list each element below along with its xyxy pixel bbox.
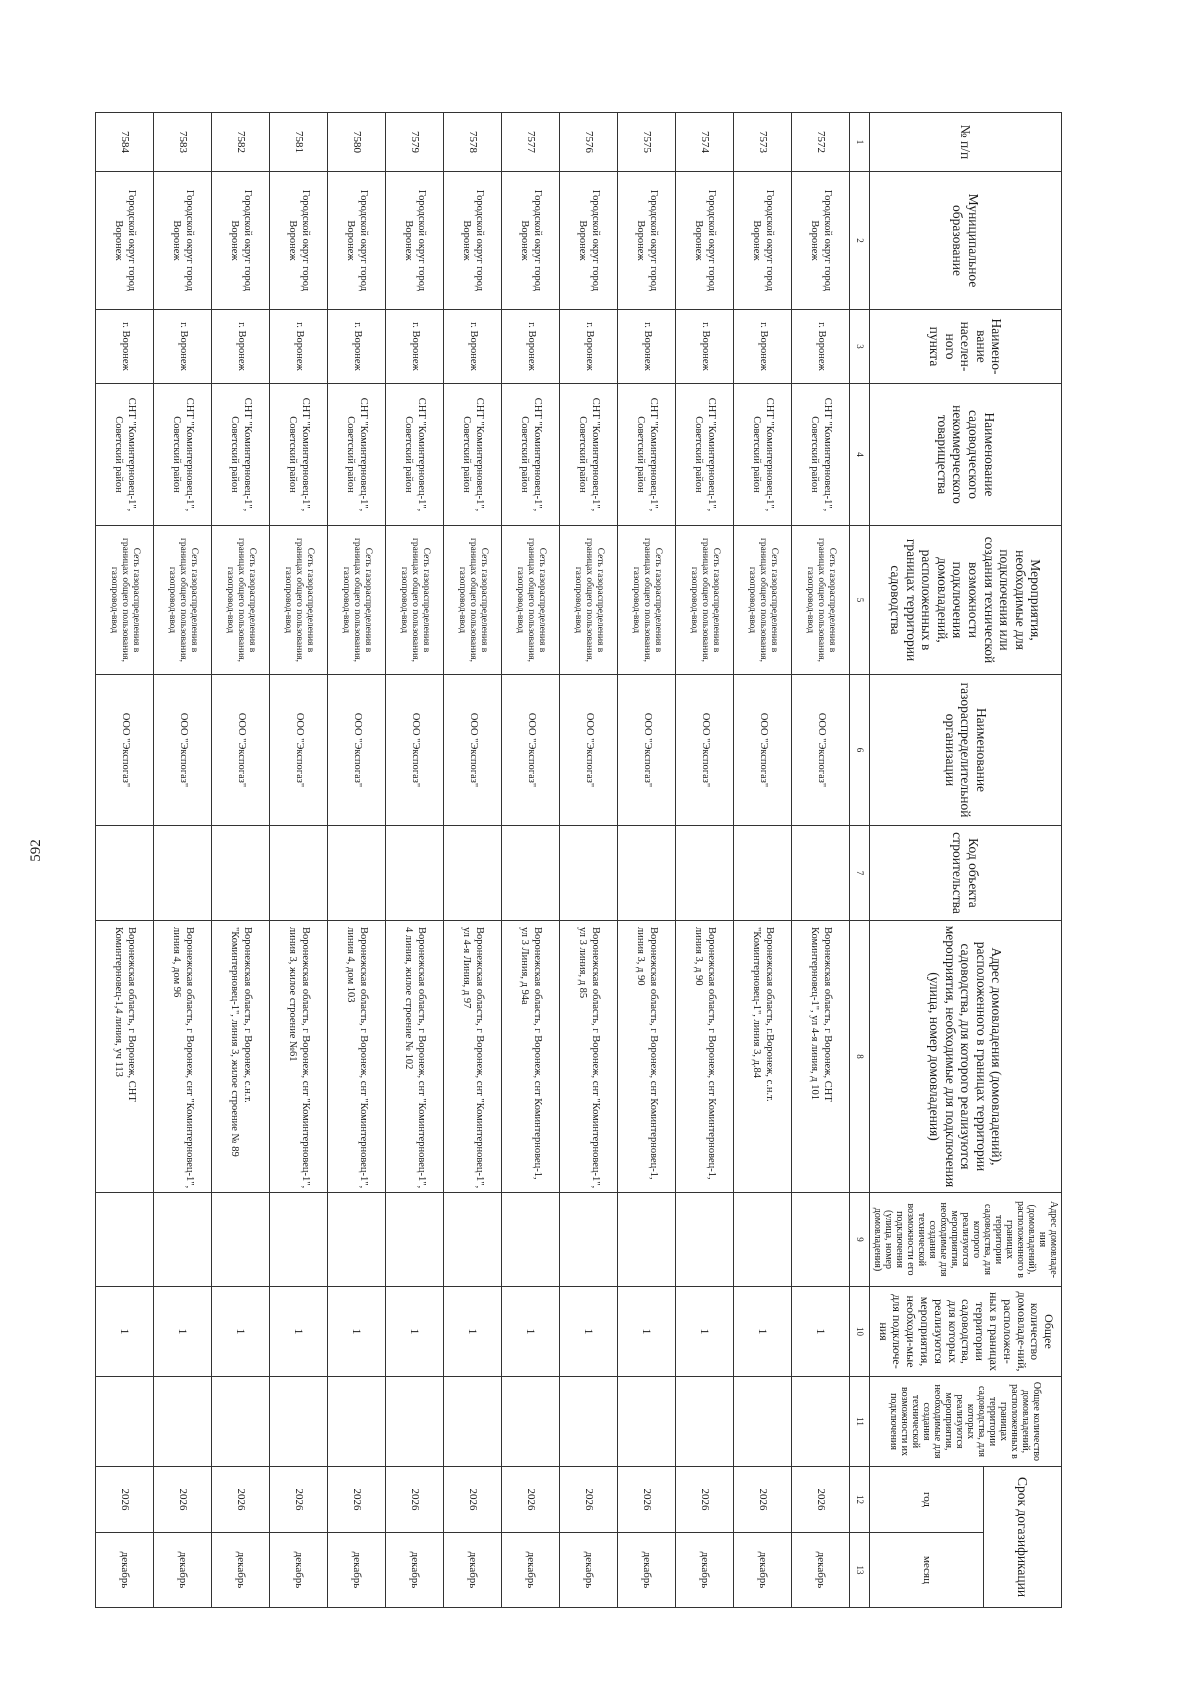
address-technical-cell xyxy=(444,1193,502,1287)
count-connection-cell: 1 xyxy=(734,1287,792,1377)
month-cell: декабрь xyxy=(560,1533,618,1608)
header-total-technical: Общее количество домовладений, расположенных в границах территории садоводства, для которых реализуются мероприятия, необходимые для создания технической возможности их подключения xyxy=(870,1377,1062,1467)
partnership-cell: СНТ "Коминтерновец-1", Советский район xyxy=(560,384,618,526)
gas-org-cell: ООО "Экспогаз" xyxy=(386,675,444,826)
address-cell: Воронежская область, г.Воронеж, с.н.т. "Коминтерновец-1", линия 3, д.84 xyxy=(734,921,792,1193)
table-row xyxy=(502,113,560,1608)
year-cell: 2026 xyxy=(328,1467,386,1533)
count-connection-cell: 1 xyxy=(154,1287,212,1377)
settlement-cell: г. Воронеж xyxy=(676,310,734,384)
measure-cell: Сеть газораспределения в границах общего пользования, газопровод-ввод xyxy=(270,526,328,675)
address-cell: Воронежская область, г Воронеж, с.н.т. "Коминтерновец-1", линия 3, жилое строение № 89 xyxy=(212,921,270,1193)
header-address: Адрес домовладения (домовладений), расположенного в границах территории садоводства, для которого реализуются мероприятия, необходимые для подключения (улица, номер домовладения) xyxy=(870,921,1062,1193)
year-cell: 2026 xyxy=(96,1467,154,1533)
settlement-cell: г. Воронеж xyxy=(154,310,212,384)
row-number-cell: 7580 xyxy=(328,113,386,172)
rotated-table-container xyxy=(82,112,1062,1607)
column-number: 11 xyxy=(850,1377,870,1467)
column-number: 8 xyxy=(850,921,870,1193)
table-row xyxy=(386,113,444,1608)
count-connection-cell: 1 xyxy=(386,1287,444,1377)
count-technical-cell xyxy=(734,1377,792,1467)
table-row xyxy=(560,113,618,1608)
month-cell: декабрь xyxy=(154,1533,212,1608)
address-technical-cell xyxy=(270,1193,328,1287)
header-settlement: Наимено-вание населен-ного пункта xyxy=(870,310,1062,384)
count-technical-cell xyxy=(502,1377,560,1467)
row-number-cell: 7579 xyxy=(386,113,444,172)
object-code-cell xyxy=(212,826,270,921)
address-technical-cell xyxy=(792,1193,850,1287)
count-technical-cell xyxy=(154,1377,212,1467)
year-cell: 2026 xyxy=(618,1467,676,1533)
address-technical-cell xyxy=(560,1193,618,1287)
address-cell: Воронежская область, г Воронеж, снт "Коминтерновец-1", 4 линия, жилое строение № 102 xyxy=(386,921,444,1193)
month-cell: декабрь xyxy=(386,1533,444,1608)
header-num: № п/п xyxy=(870,113,1062,172)
page-number: 592 xyxy=(27,838,44,862)
address-cell: Воронежская область, г Воронеж, СНТ Коминтерновец-1,4 линия, уч 113 xyxy=(96,921,154,1193)
address-cell: Воронежская область, г Воронеж, снт "Коминтерновец-1", линия 3, жилое строение №61 xyxy=(270,921,328,1193)
count-technical-cell xyxy=(386,1377,444,1467)
table-row xyxy=(444,113,502,1608)
settlement-cell: г. Воронеж xyxy=(618,310,676,384)
table-row xyxy=(154,113,212,1608)
gas-org-cell: ООО "Экспогаз" xyxy=(502,675,560,826)
partnership-cell: СНТ "Коминтерновец-1", Советский район xyxy=(328,384,386,526)
measure-cell: Сеть газораспределения в границах общего пользования, газопровод-ввод xyxy=(502,526,560,675)
gas-org-cell: ООО "Экспогаз" xyxy=(154,675,212,826)
object-code-cell xyxy=(270,826,328,921)
settlement-cell: г. Воронеж xyxy=(502,310,560,384)
measure-cell: Сеть газораспределения в границах общего пользования, газопровод-ввод xyxy=(444,526,502,675)
address-cell: Воронежская область, г Воронеж, снт Коминтерновец-1, линия 3, д 90 xyxy=(676,921,734,1193)
count-technical-cell xyxy=(618,1377,676,1467)
object-code-cell xyxy=(676,826,734,921)
column-number: 12 xyxy=(850,1467,870,1533)
measure-cell: Сеть газораспределения в границах общего пользования, газопровод-ввод xyxy=(792,526,850,675)
year-cell: 2026 xyxy=(676,1467,734,1533)
partnership-cell: СНТ "Коминтерновец-1", Советский район xyxy=(270,384,328,526)
measure-cell: Сеть газораспределения в границах общего пользования, газопровод-ввод xyxy=(96,526,154,675)
header-gas-org: Наименование газораспределительной организации xyxy=(870,675,1062,826)
row-number-cell: 7581 xyxy=(270,113,328,172)
month-cell: декабрь xyxy=(792,1533,850,1608)
gas-org-cell: ООО "Экспогаз" xyxy=(676,675,734,826)
object-code-cell xyxy=(618,826,676,921)
gas-org-cell: ООО "Экспогаз" xyxy=(444,675,502,826)
count-connection-cell: 1 xyxy=(618,1287,676,1377)
object-code-cell xyxy=(502,826,560,921)
settlement-cell: г. Воронеж xyxy=(734,310,792,384)
object-code-cell xyxy=(734,826,792,921)
table-row xyxy=(792,113,850,1608)
measure-cell: Сеть газораспределения в границах общего пользования, газопровод-ввод xyxy=(328,526,386,675)
address-cell: Воронежская область, г Воронеж, снт Коминтерновец-1, линия 3, д 90 xyxy=(618,921,676,1193)
partnership-cell: СНТ "Коминтерновец-1", Советский район xyxy=(386,384,444,526)
table-row xyxy=(328,113,386,1608)
address-technical-cell xyxy=(96,1193,154,1287)
count-technical-cell xyxy=(676,1377,734,1467)
column-number: 13 xyxy=(850,1533,870,1608)
row-number-cell: 7572 xyxy=(792,113,850,172)
row-number-cell: 7573 xyxy=(734,113,792,172)
address-technical-cell xyxy=(734,1193,792,1287)
municipality-cell: Городской округ город Воронеж xyxy=(734,172,792,310)
row-number-cell: 7578 xyxy=(444,113,502,172)
measure-cell: Сеть газораспределения в границах общего пользования, газопровод-ввод xyxy=(154,526,212,675)
gas-org-cell: ООО "Экспогаз" xyxy=(792,675,850,826)
row-number-cell: 7576 xyxy=(560,113,618,172)
municipality-cell: Городской округ город Воронеж xyxy=(502,172,560,310)
gas-org-cell: ООО "Экспогаз" xyxy=(328,675,386,826)
count-technical-cell xyxy=(96,1377,154,1467)
object-code-cell xyxy=(560,826,618,921)
gasification-table xyxy=(95,112,1062,1608)
year-cell: 2026 xyxy=(270,1467,328,1533)
month-cell: декабрь xyxy=(270,1533,328,1608)
year-cell: 2026 xyxy=(734,1467,792,1533)
partnership-cell: СНТ "Коминтерновец-1", Советский район xyxy=(792,384,850,526)
year-cell: 2026 xyxy=(792,1467,850,1533)
table-row xyxy=(212,113,270,1608)
count-technical-cell xyxy=(792,1377,850,1467)
partnership-cell: СНТ "Коминтерновец-1", Советский район xyxy=(96,384,154,526)
settlement-cell: г. Воронеж xyxy=(386,310,444,384)
count-connection-cell: 1 xyxy=(676,1287,734,1377)
month-cell: декабрь xyxy=(502,1533,560,1608)
year-cell: 2026 xyxy=(444,1467,502,1533)
month-cell: декабрь xyxy=(676,1533,734,1608)
row-number-cell: 7577 xyxy=(502,113,560,172)
settlement-cell: г. Воронеж xyxy=(96,310,154,384)
object-code-cell xyxy=(386,826,444,921)
count-connection-cell: 1 xyxy=(444,1287,502,1377)
settlement-cell: г. Воронеж xyxy=(328,310,386,384)
count-connection-cell: 1 xyxy=(212,1287,270,1377)
header-deadline: Срок догазификации xyxy=(984,1467,1062,1608)
settlement-cell: г. Воронеж xyxy=(560,310,618,384)
month-cell: декабрь xyxy=(618,1533,676,1608)
partnership-cell: СНТ "Коминтерновец-1", Советский район xyxy=(676,384,734,526)
address-technical-cell xyxy=(154,1193,212,1287)
address-technical-cell xyxy=(386,1193,444,1287)
page-number-box xyxy=(24,835,48,865)
partnership-cell: СНТ "Коминтерновец-1", Советский район xyxy=(154,384,212,526)
gas-org-cell: ООО "Экспогаз" xyxy=(270,675,328,826)
column-number-row xyxy=(850,113,870,1608)
row-number-cell: 7584 xyxy=(96,113,154,172)
count-connection-cell: 1 xyxy=(560,1287,618,1377)
address-cell: Воронежская область, г Воронеж, снт "Коминтерновец-1", линия 4, дом 96 xyxy=(154,921,212,1193)
municipality-cell: Городской округ город Воронеж xyxy=(676,172,734,310)
gas-org-cell: ООО "Экспогаз" xyxy=(96,675,154,826)
address-technical-cell xyxy=(212,1193,270,1287)
address-technical-cell xyxy=(618,1193,676,1287)
header-row-1 xyxy=(984,113,1062,1608)
header-address-technical: Адрес домовладе-ния (домовладений), расположенного в границах территории садоводства, для которого реализуются мероприятия, необходимые для создания технической возможности его подключения (улица, номер домовладения) xyxy=(870,1193,1062,1287)
row-number-cell: 7575 xyxy=(618,113,676,172)
count-connection-cell: 1 xyxy=(792,1287,850,1377)
partnership-cell: СНТ "Коминтерновец-1", Советский район xyxy=(212,384,270,526)
municipality-cell: Городской округ город Воронеж xyxy=(328,172,386,310)
municipality-cell: Городской округ город Воронеж xyxy=(96,172,154,310)
gas-org-cell: ООО "Экспогаз" xyxy=(212,675,270,826)
partnership-cell: СНТ "Коминтерновец-1", Советский район xyxy=(618,384,676,526)
municipality-cell: Городской округ город Воронеж xyxy=(444,172,502,310)
municipality-cell: Городской округ город Воронеж xyxy=(212,172,270,310)
address-technical-cell xyxy=(676,1193,734,1287)
partnership-cell: СНТ "Коминтерновец-1", Советский район xyxy=(734,384,792,526)
address-cell: Воронежская область, г Воронеж, снт Коминтерновец-1, ул 3 Линия, д 94а xyxy=(502,921,560,1193)
header-object-code: Код объекта строительства xyxy=(870,826,1062,921)
count-technical-cell xyxy=(560,1377,618,1467)
header-total-connection: Общее количество домовладе-ний, расположен-ных в границах территории садоводства, для которых реализуются мероприятия, необходи-мые для подключе-ния xyxy=(870,1287,1062,1377)
measure-cell: Сеть газораспределения в границах общего пользования, газопровод-ввод xyxy=(386,526,444,675)
count-connection-cell: 1 xyxy=(502,1287,560,1377)
count-connection-cell: 1 xyxy=(270,1287,328,1377)
address-cell: Воронежская область, г Воронеж, снт "Коминтерновец-1", ул 4-я Линия, д 97 xyxy=(444,921,502,1193)
table-row xyxy=(734,113,792,1608)
measure-cell: Сеть газораспределения в границах общего пользования, газопровод-ввод xyxy=(734,526,792,675)
measure-cell: Сеть газораспределения в границах общего пользования, газопровод-ввод xyxy=(560,526,618,675)
year-cell: 2026 xyxy=(212,1467,270,1533)
gas-org-cell: ООО "Экспогаз" xyxy=(734,675,792,826)
month-cell: декабрь xyxy=(96,1533,154,1608)
header-month: месяц xyxy=(870,1533,984,1608)
address-technical-cell xyxy=(502,1193,560,1287)
gas-org-cell: ООО "Экспогаз" xyxy=(560,675,618,826)
object-code-cell xyxy=(792,826,850,921)
count-technical-cell xyxy=(444,1377,502,1467)
count-connection-cell: 1 xyxy=(328,1287,386,1377)
year-cell: 2026 xyxy=(560,1467,618,1533)
municipality-cell: Городской округ город Воронеж xyxy=(618,172,676,310)
table-row xyxy=(270,113,328,1608)
column-number: 1 xyxy=(850,113,870,172)
month-cell: декабрь xyxy=(328,1533,386,1608)
measure-cell: Сеть газораспределения в границах общего пользования, газопровод-ввод xyxy=(618,526,676,675)
object-code-cell xyxy=(154,826,212,921)
partnership-cell: СНТ "Коминтерновец-1", Советский район xyxy=(502,384,560,526)
address-technical-cell xyxy=(328,1193,386,1287)
object-code-cell xyxy=(328,826,386,921)
address-cell: Воронежская область, г Воронеж, снт "Коминтерновец-1", ул 3 линия, д 85 xyxy=(560,921,618,1193)
settlement-cell: г. Воронеж xyxy=(444,310,502,384)
year-cell: 2026 xyxy=(154,1467,212,1533)
measure-cell: Сеть газораспределения в границах общего пользования, газопровод-ввод xyxy=(212,526,270,675)
column-number: 10 xyxy=(850,1287,870,1377)
object-code-cell xyxy=(96,826,154,921)
municipality-cell: Городской округ город Воронеж xyxy=(154,172,212,310)
table-row xyxy=(96,113,154,1608)
month-cell: декабрь xyxy=(212,1533,270,1608)
row-number-cell: 7574 xyxy=(676,113,734,172)
municipality-cell: Городской округ город Воронеж xyxy=(560,172,618,310)
column-number: 5 xyxy=(850,526,870,675)
partnership-cell: СНТ "Коминтерновец-1", Советский район xyxy=(444,384,502,526)
year-cell: 2026 xyxy=(386,1467,444,1533)
header-municipality: Муниципальное образование xyxy=(870,172,1062,310)
measure-cell: Сеть газораспределения в границах общего пользования, газопровод-ввод xyxy=(676,526,734,675)
month-cell: декабрь xyxy=(444,1533,502,1608)
header-year: год xyxy=(870,1467,984,1533)
object-code-cell xyxy=(444,826,502,921)
header-partnership: Наименование садоводческого некоммерческого товарищества xyxy=(870,384,1062,526)
settlement-cell: г. Воронеж xyxy=(212,310,270,384)
header-measures: Мероприятия, необходимые для подключения или создания технической возможности подключения домовладений, расположенных в границах территории садоводства xyxy=(870,526,1062,675)
municipality-cell: Городской округ город Воронеж xyxy=(792,172,850,310)
municipality-cell: Городской округ город Воронеж xyxy=(270,172,328,310)
settlement-cell: г. Воронеж xyxy=(270,310,328,384)
column-number: 3 xyxy=(850,310,870,384)
gas-org-cell: ООО "Экспогаз" xyxy=(618,675,676,826)
count-technical-cell xyxy=(328,1377,386,1467)
column-number: 4 xyxy=(850,384,870,526)
row-number-cell: 7583 xyxy=(154,113,212,172)
column-number: 7 xyxy=(850,826,870,921)
address-cell: Воронежская область, г Воронеж, СНТ Коминтерновец-1", ул 4-я линия, д 101 xyxy=(792,921,850,1193)
column-number: 6 xyxy=(850,675,870,826)
table-row xyxy=(618,113,676,1608)
count-technical-cell xyxy=(212,1377,270,1467)
address-cell: Воронежская область, г Воронеж, снт "Коминтерновец-1", линия 4, дом 103 xyxy=(328,921,386,1193)
column-number: 9 xyxy=(850,1193,870,1287)
row-number-cell: 7582 xyxy=(212,113,270,172)
column-number: 2 xyxy=(850,172,870,310)
table-row xyxy=(676,113,734,1608)
settlement-cell: г. Воронеж xyxy=(792,310,850,384)
count-connection-cell: 1 xyxy=(96,1287,154,1377)
year-cell: 2026 xyxy=(502,1467,560,1533)
month-cell: декабрь xyxy=(734,1533,792,1608)
count-technical-cell xyxy=(270,1377,328,1467)
municipality-cell: Городской округ город Воронеж xyxy=(386,172,444,310)
